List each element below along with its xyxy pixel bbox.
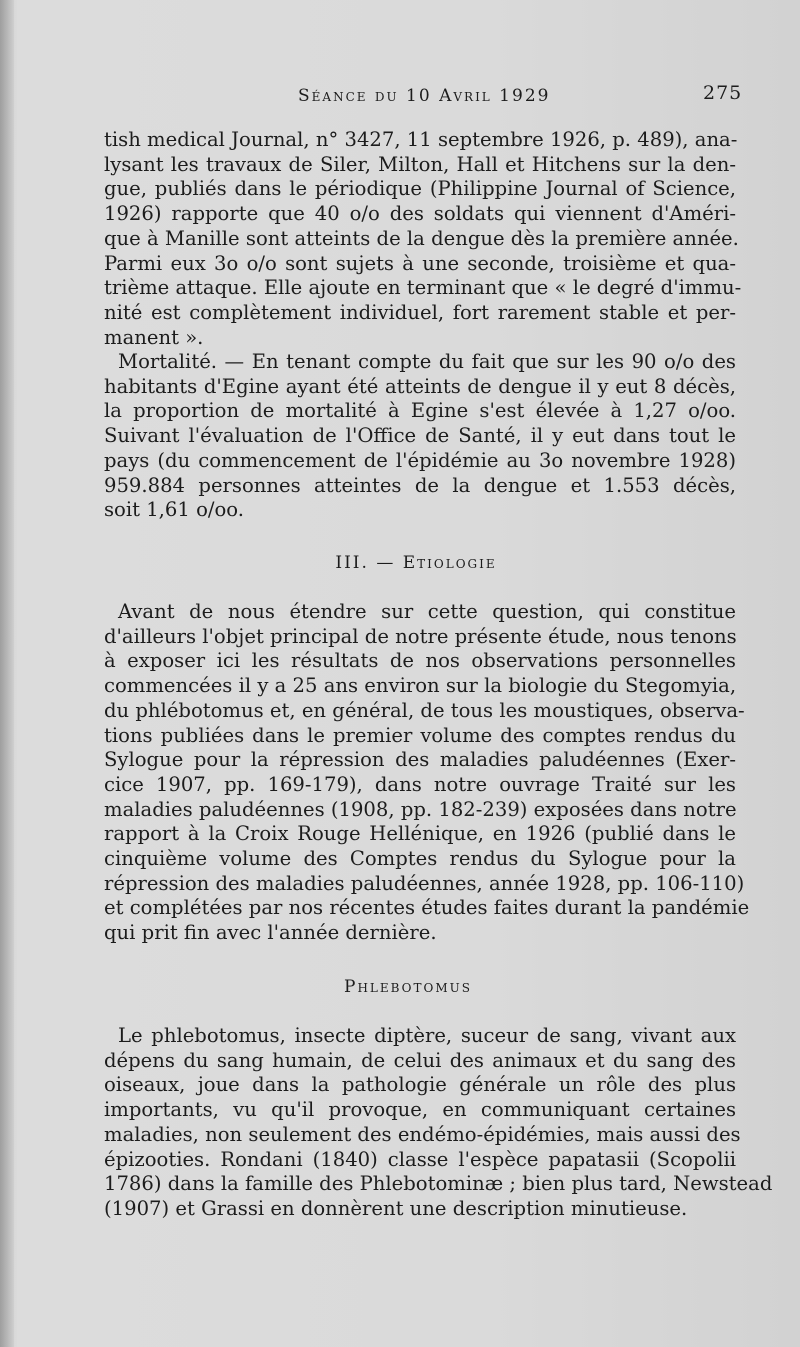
text-line: 1786) dans la famille des Phlebotominæ ; bien plus tard, Newstead — [104, 1172, 773, 1196]
text-line: soit 1,61 o/oo. — [104, 498, 244, 522]
text-line: importants, vu qu'il provoque, en communiquant certaines — [104, 1098, 736, 1122]
text-line: tions publiées dans le premier volume des comptes rendus du — [104, 723, 736, 747]
page-spine-shadow — [0, 0, 14, 1347]
paragraph-etiologie — [104, 600, 750, 946]
text-line: épizooties. Rondani (1840) classe l'espèce papatasii (Scopolii — [104, 1147, 736, 1171]
text-line: Avant de nous étendre sur cette question, qui constitue — [118, 600, 736, 623]
text-line: lysant les travaux de Siler, Milton, Hall et Hitchens sur la den- — [104, 152, 736, 176]
text-line: dépens du sang humain, de celui des animaux et du sang des — [104, 1048, 736, 1072]
text-line: trième attaque. Elle ajoute en terminant que « le degré d'immu- — [104, 276, 742, 300]
text-line: cinquième volume des Comptes rendus du Sylogue pour la — [104, 847, 736, 871]
text-line: pays (du commencement de l'épidémie au 3o novembre 1928) — [104, 448, 736, 472]
text-line: Parmi eux 3o o/o sont sujets à une seconde, troisième et qua- — [104, 251, 736, 275]
text-line: d'ailleurs l'objet principal de notre présente étude, nous tenons — [104, 624, 737, 648]
paragraph-continuation — [104, 128, 742, 350]
text-line: (1907) et Grassi en donnèrent une description minutieuse. — [104, 1196, 688, 1220]
text-line: tish medical Journal, n° 3427, 11 septembre 1926, p. 489), ana- — [104, 128, 738, 151]
page-number: 275 — [703, 82, 743, 104]
text-line: la proportion de mortalité à Egine s'est élevée à 1,27 o/oo. — [104, 399, 736, 423]
text-line: nité est complètement individuel, fort rarement stable et per- — [104, 300, 736, 324]
text-line: commencées il y a 25 ans environ sur la biologie du Stegomyia, — [104, 674, 737, 698]
text-line: Suivant l'évaluation de l'Office de Santé, il y eut dans tout le — [104, 424, 736, 448]
text-line: Mortalité. — En tenant compte du fait que sur les 90 o/o des — [118, 350, 736, 373]
text-line: du phlébotomus et, en général, de tous les moustiques, observa- — [104, 698, 745, 722]
text-line: Sylogue pour la répression des maladies paludéennes (Exer- — [104, 748, 736, 772]
text-line: maladies, non seulement des endémo-épidémies, mais aussi des — [104, 1122, 741, 1146]
section-heading-phlebotomus: Phlebotomus — [344, 977, 472, 997]
text-line: à exposer ici les résultats de nos observations personnelles — [104, 649, 736, 673]
text-line: maladies paludéennes (1908, pp. 182-239) exposées dans notre — [104, 797, 737, 821]
text-line: oiseaux, joue dans la pathologie générale un rôle des plus — [104, 1073, 736, 1097]
text-line: manent ». — [104, 325, 204, 349]
text-line: habitants d'Egine ayant été atteints de dengue il y eut 8 décès, — [104, 374, 736, 398]
text-line: que à Manille sont atteints de la dengue dès la première année. — [104, 226, 739, 250]
paragraph-mortalite — [104, 350, 736, 523]
text-line: qui prit fin avec l'année dernière. — [104, 921, 437, 945]
text-line: 1926) rapporte que 40 o/o des soldats qui viennent d'Améri- — [104, 202, 736, 226]
running-title: Séance du 10 Avril 1929 — [298, 86, 551, 106]
text-line: rapport à la Croix Rouge Hellénique, en 1926 (publié dans le — [104, 822, 736, 846]
text-line: répression des maladies paludéennes, année 1928, pp. 106-110) — [104, 871, 745, 895]
text-line: gue, publiés dans le périodique (Philippine Journal of Science, — [104, 177, 736, 201]
text-line: Le phlebotomus, insecte diptère, suceur de sang, vivant aux — [118, 1024, 736, 1047]
text-line: et complétées par nos récentes études faites durant la pandémie — [104, 896, 750, 920]
text-line: cice 1907, pp. 169-179), dans notre ouvrage Traité sur les — [104, 772, 736, 796]
running-header — [0, 82, 800, 112]
text-line: 959.884 personnes atteintes de la dengue et 1.553 décès, — [104, 473, 736, 497]
section-heading-etiologie: III. — Etiologie — [335, 553, 497, 573]
paragraph-phlebotomus — [104, 1024, 773, 1222]
